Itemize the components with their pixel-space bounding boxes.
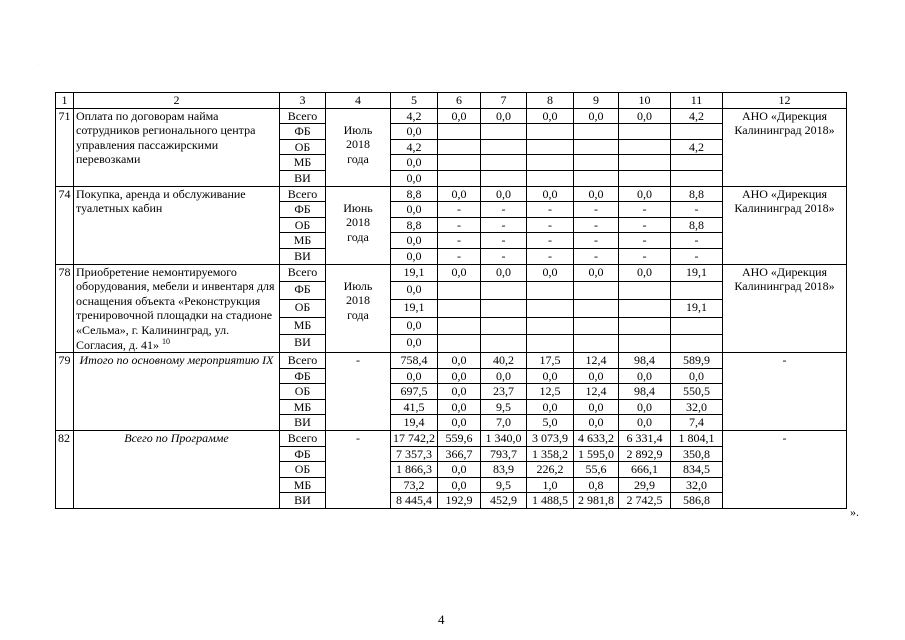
value-cell <box>527 139 574 155</box>
value-cell: 0,0 <box>438 477 481 493</box>
funding-source: МБ <box>280 317 326 335</box>
funding-source: ВИ <box>280 335 326 353</box>
funding-source: ОБ <box>280 217 326 233</box>
value-cell: 0,0 <box>574 264 619 282</box>
row-number: 79 <box>56 353 74 431</box>
value-cell: 19,1 <box>391 264 438 282</box>
value-cell: 666,1 <box>619 462 671 478</box>
header-cell: 1 <box>56 93 74 109</box>
value-cell: 0,0 <box>574 186 619 202</box>
value-cell: 0,0 <box>574 399 619 415</box>
value-cell: 17,5 <box>527 353 574 369</box>
period: - <box>326 431 391 509</box>
row-number: 78 <box>56 264 74 353</box>
value-cell <box>438 317 481 335</box>
value-cell: 9,5 <box>481 399 527 415</box>
value-cell: 19,4 <box>391 415 438 431</box>
value-cell: 0,0 <box>391 233 438 249</box>
value-cell: 73,2 <box>391 477 438 493</box>
value-cell: 98,4 <box>619 384 671 400</box>
value-cell: 0,0 <box>527 108 574 124</box>
program-table <box>55 92 847 509</box>
header-cell: 10 <box>619 93 671 109</box>
funding-source: ОБ <box>280 384 326 400</box>
value-cell: 2 742,5 <box>619 493 671 509</box>
header-cell: 11 <box>671 93 723 109</box>
value-cell <box>671 170 723 186</box>
value-cell: 0,0 <box>438 399 481 415</box>
value-cell <box>481 139 527 155</box>
row-number: 82 <box>56 431 74 509</box>
value-cell: 8,8 <box>671 217 723 233</box>
value-cell: - <box>438 202 481 218</box>
value-cell <box>481 155 527 171</box>
value-cell: 0,0 <box>391 282 438 300</box>
value-cell: 1 866,3 <box>391 462 438 478</box>
value-cell: 0,0 <box>438 264 481 282</box>
value-cell: 19,1 <box>671 299 723 317</box>
value-cell: 0,0 <box>438 186 481 202</box>
funding-source: ОБ <box>280 299 326 317</box>
value-cell: 192,9 <box>438 493 481 509</box>
value-cell: 23,7 <box>481 384 527 400</box>
header-cell: 6 <box>438 93 481 109</box>
header-cell: 7 <box>481 93 527 109</box>
period: - <box>326 353 391 431</box>
value-cell <box>527 170 574 186</box>
value-cell <box>671 282 723 300</box>
value-cell: 4,2 <box>671 139 723 155</box>
responsible-org: - <box>723 353 847 431</box>
value-cell: 0,0 <box>481 264 527 282</box>
value-cell: 32,0 <box>671 399 723 415</box>
value-cell: - <box>481 202 527 218</box>
header-cell: 3 <box>280 93 326 109</box>
value-cell <box>619 170 671 186</box>
responsible-org: АНО «Дирекция Калининград 2018» <box>723 108 847 186</box>
value-cell: 0,0 <box>619 108 671 124</box>
value-cell: 0,0 <box>438 462 481 478</box>
value-cell <box>574 155 619 171</box>
value-cell: - <box>671 202 723 218</box>
value-cell: - <box>619 202 671 218</box>
value-cell <box>527 282 574 300</box>
value-cell: 697,5 <box>391 384 438 400</box>
funding-source: Всего <box>280 186 326 202</box>
value-cell: - <box>619 248 671 264</box>
value-cell: 0,0 <box>574 368 619 384</box>
activity-name <box>74 264 280 353</box>
value-cell <box>671 317 723 335</box>
activity-name-text: Приобретение немонтируемого оборудования, мебели и инвентаря для оснащения объекта «Реконструкция тренировочной площадки на стадионе «Сельма», г. Калининград, ул. Согласия, д. 41» <box>76 264 275 352</box>
funding-source: ФБ <box>280 124 326 140</box>
value-cell: - <box>574 202 619 218</box>
value-cell: 0,0 <box>619 186 671 202</box>
value-cell: 1 358,2 <box>527 446 574 462</box>
activity-name-text: Покупка, аренда и обслуживание туалетных кабин <box>76 186 246 216</box>
header-cell: 12 <box>723 93 847 109</box>
value-cell <box>481 299 527 317</box>
value-cell: 12,4 <box>574 384 619 400</box>
value-cell: 1 804,1 <box>671 431 723 447</box>
value-cell: 55,6 <box>574 462 619 478</box>
value-cell: 0,0 <box>438 353 481 369</box>
funding-source: ВИ <box>280 170 326 186</box>
value-cell <box>438 170 481 186</box>
value-cell: 7 357,3 <box>391 446 438 462</box>
value-cell: 0,0 <box>391 248 438 264</box>
value-cell: 7,0 <box>481 415 527 431</box>
value-cell: 19,1 <box>391 299 438 317</box>
header-cell: 5 <box>391 93 438 109</box>
value-cell: 0,0 <box>619 264 671 282</box>
activity-name <box>74 186 280 264</box>
value-cell <box>574 317 619 335</box>
funding-source: Всего <box>280 353 326 369</box>
value-cell: 0,0 <box>438 384 481 400</box>
value-cell: 366,7 <box>438 446 481 462</box>
footnote-ref: 10 <box>162 336 171 346</box>
header-cell: 9 <box>574 93 619 109</box>
value-cell: - <box>438 233 481 249</box>
value-cell: 40,2 <box>481 353 527 369</box>
value-cell: 0,0 <box>391 335 438 353</box>
activity-name-text: Оплата по договорам найма сотрудников регионального центра управления пассажирскими перевозками <box>76 108 256 167</box>
row-number: 71 <box>56 108 74 186</box>
value-cell <box>438 299 481 317</box>
value-cell: 2 981,8 <box>574 493 619 509</box>
value-cell: 589,9 <box>671 353 723 369</box>
value-cell: - <box>481 233 527 249</box>
value-cell: - <box>438 217 481 233</box>
value-cell: 0,0 <box>391 317 438 335</box>
funding-source: МБ <box>280 399 326 415</box>
value-cell: 0,0 <box>527 399 574 415</box>
value-cell: 1 488,5 <box>527 493 574 509</box>
value-cell: - <box>619 233 671 249</box>
value-cell <box>438 155 481 171</box>
value-cell: 0,0 <box>391 202 438 218</box>
value-cell: 5,0 <box>527 415 574 431</box>
funding-source: Всего <box>280 264 326 282</box>
value-cell: 4 633,2 <box>574 431 619 447</box>
value-cell: 12,4 <box>574 353 619 369</box>
value-cell: 1 595,0 <box>574 446 619 462</box>
funding-source: ВИ <box>280 248 326 264</box>
value-cell: 452,9 <box>481 493 527 509</box>
responsible-org: АНО «Дирекция Калининград 2018» <box>723 186 847 264</box>
value-cell <box>438 139 481 155</box>
funding-source: МБ <box>280 233 326 249</box>
funding-source: ФБ <box>280 446 326 462</box>
value-cell: 83,9 <box>481 462 527 478</box>
value-cell <box>527 335 574 353</box>
value-cell: 0,0 <box>527 368 574 384</box>
value-cell <box>619 155 671 171</box>
value-cell: 0,0 <box>391 170 438 186</box>
value-cell: - <box>527 217 574 233</box>
value-cell: - <box>438 248 481 264</box>
value-cell <box>574 282 619 300</box>
value-cell: 0,0 <box>391 124 438 140</box>
funding-source: Всего <box>280 108 326 124</box>
activity-name-text: Всего по Программе <box>124 431 229 446</box>
period: Июль 2018 года <box>326 264 391 353</box>
value-cell: 4,2 <box>671 108 723 124</box>
responsible-org: АНО «Дирекция Калининград 2018» <box>723 264 847 353</box>
value-cell: - <box>527 233 574 249</box>
funding-source: Всего <box>280 431 326 447</box>
value-cell: - <box>671 233 723 249</box>
value-cell: 586,8 <box>671 493 723 509</box>
value-cell: 8,8 <box>391 217 438 233</box>
value-cell <box>619 317 671 335</box>
value-cell: 0,8 <box>574 477 619 493</box>
value-cell: - <box>619 217 671 233</box>
value-cell: 559,6 <box>438 431 481 447</box>
value-cell <box>438 124 481 140</box>
value-cell <box>619 124 671 140</box>
value-cell: - <box>527 248 574 264</box>
value-cell: 1 340,0 <box>481 431 527 447</box>
funding-source: ОБ <box>280 462 326 478</box>
page-number: 4 <box>438 612 445 627</box>
row-number: 74 <box>56 186 74 264</box>
value-cell: 226,2 <box>527 462 574 478</box>
value-cell <box>481 124 527 140</box>
activity-name-text: Итого по основному мероприятию IX <box>79 353 274 368</box>
value-cell: 8 445,4 <box>391 493 438 509</box>
value-cell: - <box>481 217 527 233</box>
header-row <box>56 93 847 109</box>
responsible-org: - <box>723 431 847 509</box>
value-cell: 0,0 <box>671 368 723 384</box>
funding-source: ОБ <box>280 139 326 155</box>
period: Июнь 2018 года <box>326 186 391 264</box>
value-cell <box>527 299 574 317</box>
table-row <box>56 353 847 369</box>
table-row <box>56 264 847 282</box>
value-cell <box>619 139 671 155</box>
period: Июль 2018 года <box>326 108 391 186</box>
value-cell: 0,0 <box>619 399 671 415</box>
value-cell: - <box>574 217 619 233</box>
funding-source: МБ <box>280 477 326 493</box>
value-cell <box>527 124 574 140</box>
value-cell: - <box>481 248 527 264</box>
value-cell <box>574 170 619 186</box>
value-cell: - <box>574 233 619 249</box>
value-cell <box>574 124 619 140</box>
value-cell: 3 073,9 <box>527 431 574 447</box>
funding-source: ФБ <box>280 282 326 300</box>
value-cell: 0,0 <box>481 368 527 384</box>
value-cell <box>671 124 723 140</box>
value-cell <box>481 317 527 335</box>
value-cell: 8,8 <box>671 186 723 202</box>
value-cell: 0,0 <box>619 368 671 384</box>
value-cell: 4,2 <box>391 139 438 155</box>
closing-quote-mark: ». <box>850 505 859 519</box>
activity-name <box>74 353 280 431</box>
funding-source: ВИ <box>280 493 326 509</box>
value-cell <box>527 317 574 335</box>
value-cell <box>671 335 723 353</box>
value-cell: 0,0 <box>619 415 671 431</box>
value-cell: - <box>527 202 574 218</box>
value-cell: 17 742,2 <box>391 431 438 447</box>
value-cell: 32,0 <box>671 477 723 493</box>
value-cell <box>438 282 481 300</box>
value-cell: 19,1 <box>671 264 723 282</box>
header-cell: 8 <box>527 93 574 109</box>
value-cell <box>574 299 619 317</box>
activity-name <box>74 108 280 186</box>
funding-source: ВИ <box>280 415 326 431</box>
value-cell <box>481 170 527 186</box>
value-cell: 0,0 <box>391 368 438 384</box>
value-cell: 6 331,4 <box>619 431 671 447</box>
value-cell: 7,4 <box>671 415 723 431</box>
value-cell <box>574 139 619 155</box>
value-cell: 29,9 <box>619 477 671 493</box>
scan-speck: · <box>38 62 40 67</box>
table-row <box>56 431 847 447</box>
value-cell <box>481 335 527 353</box>
value-cell: 0,0 <box>438 108 481 124</box>
value-cell: 4,2 <box>391 108 438 124</box>
value-cell <box>619 282 671 300</box>
table-row <box>56 108 847 124</box>
value-cell: 98,4 <box>619 353 671 369</box>
value-cell <box>481 282 527 300</box>
value-cell: 9,5 <box>481 477 527 493</box>
value-cell: 12,5 <box>527 384 574 400</box>
value-cell: 1,0 <box>527 477 574 493</box>
value-cell: 0,0 <box>574 108 619 124</box>
value-cell <box>619 335 671 353</box>
value-cell: 41,5 <box>391 399 438 415</box>
value-cell: 550,5 <box>671 384 723 400</box>
value-cell <box>574 335 619 353</box>
value-cell: 793,7 <box>481 446 527 462</box>
value-cell: 2 892,9 <box>619 446 671 462</box>
value-cell: 0,0 <box>481 186 527 202</box>
funding-source: МБ <box>280 155 326 171</box>
value-cell: 0,0 <box>574 415 619 431</box>
activity-name <box>74 431 280 509</box>
table-row <box>56 186 847 202</box>
value-cell: 758,4 <box>391 353 438 369</box>
value-cell: 0,0 <box>438 368 481 384</box>
value-cell: 350,8 <box>671 446 723 462</box>
value-cell <box>527 155 574 171</box>
value-cell: 0,0 <box>438 415 481 431</box>
value-cell: 834,5 <box>671 462 723 478</box>
funding-source: ФБ <box>280 202 326 218</box>
value-cell: 0,0 <box>527 186 574 202</box>
value-cell: 0,0 <box>527 264 574 282</box>
value-cell <box>438 335 481 353</box>
value-cell: - <box>574 248 619 264</box>
value-cell: - <box>671 248 723 264</box>
funding-source: ФБ <box>280 368 326 384</box>
value-cell: 0,0 <box>481 108 527 124</box>
header-cell: 4 <box>326 93 391 109</box>
value-cell: 8,8 <box>391 186 438 202</box>
header-cell: 2 <box>74 93 280 109</box>
value-cell: 0,0 <box>391 155 438 171</box>
value-cell <box>619 299 671 317</box>
value-cell <box>671 155 723 171</box>
